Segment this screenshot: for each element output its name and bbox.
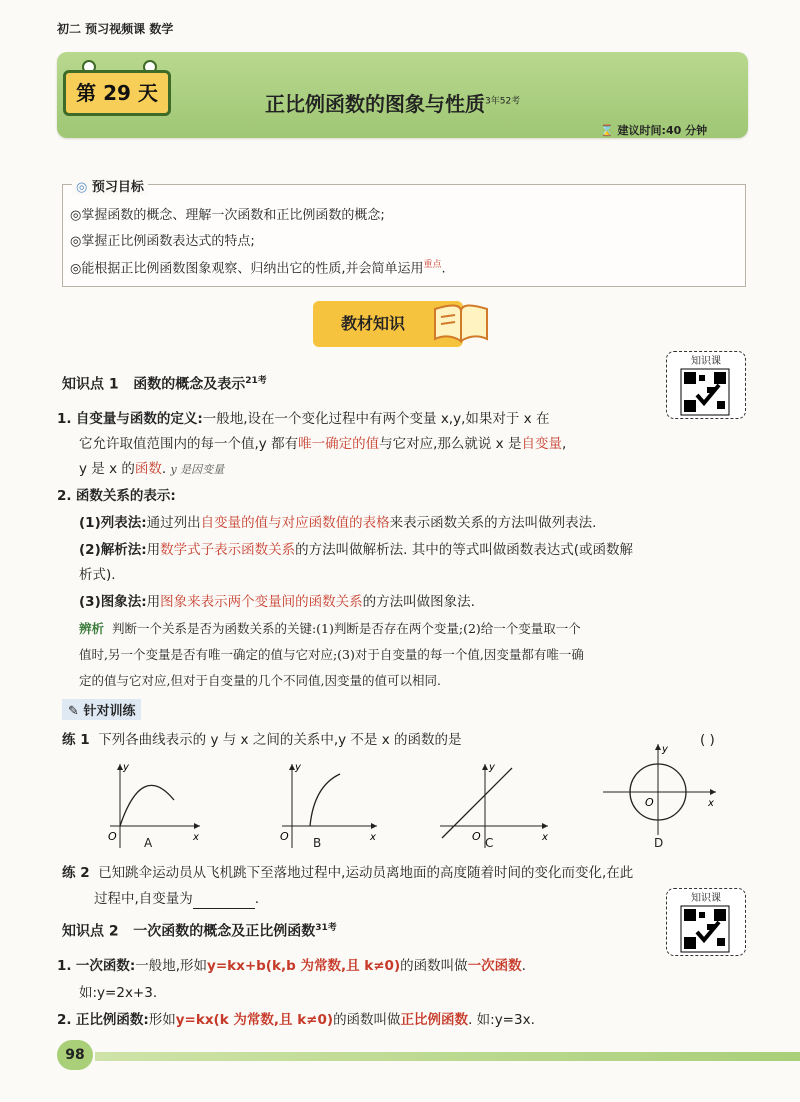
origin-label: O (108, 830, 117, 843)
page-number: 98 (57, 1040, 93, 1070)
axis-y-label: y (295, 762, 301, 773)
origin-label: O (645, 796, 654, 809)
kp1-rep3: (3)图象法:用图象来表示两个变量间的函数关系的方法叫做图象法. (79, 594, 475, 610)
axis-x-label: x (193, 832, 199, 843)
answer-paren[interactable]: ( ) (700, 732, 715, 748)
hourglass-icon: ⌛ (600, 124, 614, 137)
qr-label: 知识课 (691, 893, 721, 904)
goal-item: ◎掌握函数的概念、理解一次函数和正比例函数的概念; (70, 208, 385, 223)
kp1-item2-title: 2. 函数关系的表示: (57, 488, 176, 504)
handwritten-note: y 是因变量 (170, 463, 225, 476)
suggested-time: ⌛ 建议时间:40 分钟 (600, 124, 708, 137)
qr-icon (667, 367, 743, 417)
page-title: 正比例函数的图象与性质$^{3年52考}$ (265, 92, 521, 116)
pencil-icon: ✎ (68, 704, 79, 719)
origin-label: O (472, 830, 481, 843)
kp1-rep2-cont: 析式). (79, 567, 116, 583)
goals-heading: ◎ 预习目标 (72, 176, 148, 195)
analysis-line3: 定的值与它对应,但对于自变量的几个不同值,因变量的值可以相同. (79, 673, 441, 688)
kp2-item2: 2. 正比例函数:形如y=kx(k 为常数,且 k≠0)的函数叫做正比例函数. 如:y=3x. (57, 1012, 535, 1028)
kp1-item1-line1: 1. 自变量与函数的定义:一般地,设在一个变化过程中有两个变量 x,y,如果对于 x 在 (57, 411, 550, 427)
exercise-1: 练 1 下列各曲线表示的 y 与 x 之间的关系中,y 不是 x 的函数的是 (62, 732, 462, 748)
kp2-item1: 1. 一次函数:一般地,形如y=kx+b(k,b 为常数,且 k≠0)的函数叫做一次函数. (57, 958, 526, 974)
training-heading: ✎ 针对训练 (62, 699, 141, 720)
day-tag: 第 29 天 (63, 70, 171, 116)
qr-icon (667, 904, 743, 954)
graph-label: D (654, 836, 664, 850)
goal-item: ◎掌握正比例函数表达式的特点; (70, 234, 255, 249)
kp1-item1-line2: 它允许取值范围内的每一个值,y 都有唯一确定的值与它对应,那么就说 x 是自变量, (79, 436, 567, 452)
kp2-example: 如:y=2x+3. (79, 985, 158, 1001)
footer-bar (95, 1052, 800, 1061)
origin-label: O (280, 830, 289, 843)
top-header: 初二 预习视频课 数学 (57, 22, 174, 36)
target-icon: ◎ (76, 180, 88, 195)
axis-x-label: x (542, 832, 548, 843)
graph-label: B (313, 836, 322, 850)
axis-y-label: y (123, 762, 129, 773)
axis-x-label: x (370, 832, 376, 843)
axis-y-label: y (662, 744, 668, 755)
exercise-2-line1: 练 2 已知跳伞运动员从飞机跳下至落地过程中,运动员离地面的高度随着时间的变化而变化,在此 (62, 865, 634, 881)
answer-blank[interactable] (193, 894, 255, 909)
exercise-2-line2: 过程中,自变量为 . (94, 891, 260, 907)
kp1-rep1: (1)列表法:通过列出自变量的值与对应函数值的表格来表示函数关系的方法叫做列表法. (79, 515, 597, 531)
qr-label: 知识课 (691, 356, 721, 367)
graph-label: C (485, 836, 494, 850)
graph-label: A (144, 836, 153, 850)
graph-b (262, 756, 382, 856)
kp1-rep2: (2)解析法:用数学式子表示函数关系的方法叫做解析法. 其中的等式叫做函数表达式(或函数解 (79, 542, 633, 558)
qr-code[interactable] (666, 888, 746, 956)
qr-code[interactable] (666, 351, 746, 419)
axis-x-label: x (708, 798, 714, 809)
book-icon (430, 301, 492, 347)
kp1-item1-line3: y 是 x 的函数. y 是因变量 (79, 461, 225, 477)
axis-y-label: y (489, 762, 495, 773)
kp1-heading: 知识点 1 函数的概念及表示$^{21考}$ (62, 376, 267, 393)
kp2-heading: 知识点 2 一次函数的概念及正比例函数$^{31考}$ (62, 923, 337, 940)
analysis-line1: 辨析 判断一个关系是否为函数关系的关键:(1)判断是否存在两个变量;(2)给一个变量取一个 (79, 621, 581, 636)
goal-item: ◎能根据正比例函数图象观察、归纳出它的性质,并会简单运用$^{重点}$. (70, 260, 446, 277)
analysis-line2: 值时,另一个变量是否有唯一确定的值与它对应;(3)对于自变量的每一个值,因变量都有唯一确 (79, 647, 584, 662)
graph-d (598, 740, 728, 840)
section-badge: 教材知识 (313, 301, 463, 347)
